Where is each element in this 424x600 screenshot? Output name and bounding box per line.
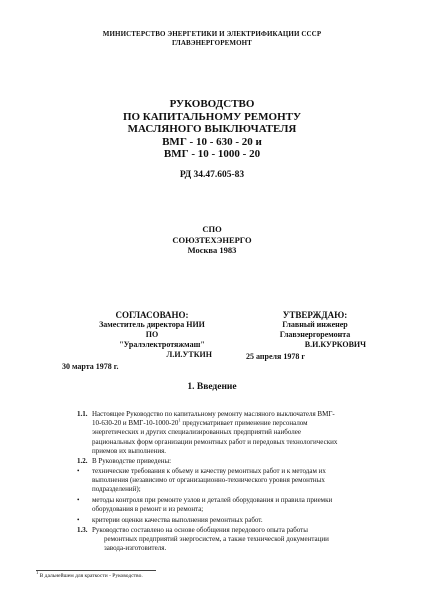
- publisher-abbr: СПО: [202, 224, 222, 234]
- bullet-item-2: [92, 496, 412, 514]
- publisher-block: [0, 224, 424, 256]
- p11-line-2-head: 10-630-20 и ВМГ-10-1000-20: [92, 419, 179, 428]
- approved-date: 25 апреля 1978 г: [246, 352, 305, 361]
- bullet-1-line-1: технические требования к объему и качеству ремонтных работ и к методам их: [92, 467, 326, 475]
- p11-line-2: [92, 419, 412, 428]
- bullet-icon: •: [77, 467, 80, 475]
- agreed-name: Л.И.УТКИН: [166, 350, 212, 359]
- p11-line-5: приемов их выполнения.: [92, 446, 167, 455]
- bullet-icon: •: [77, 496, 80, 504]
- agreed-date: 30 марта 1978 г.: [62, 362, 119, 371]
- p11-number: 1.1.: [77, 410, 88, 418]
- bullet-icon: •: [77, 516, 80, 524]
- bullet-2-line-1: методы контроля при ремонте узлов и деталей оборудования и правила приемки: [92, 496, 333, 504]
- title-line-5: ВМГ - 10 - 1000 - 20: [163, 148, 261, 160]
- p11-text: [92, 410, 412, 456]
- approved-position: Главный инженер: [282, 320, 348, 329]
- p13-text: [92, 526, 412, 554]
- bullet-item-3: [92, 516, 412, 525]
- department-line: ГЛАВЭНЕРГОРЕМОНТ: [172, 39, 252, 47]
- agreed-position: Заместитель директора НИИ ПО: [99, 320, 205, 339]
- approved-name: В.И.КУРКОВИЧ: [304, 340, 366, 349]
- footnote-ref: 1: [178, 417, 181, 423]
- bullet-1-line-3: подразделений);: [92, 485, 141, 494]
- title-line-3: МАСЛЯНОГО ВЫКЛЮЧАТЕЛЯ: [127, 123, 297, 135]
- approved-block: [246, 310, 366, 362]
- bullet-1-line-2: выполнения (независимо от организационно-технического уровня ремонтных: [92, 476, 325, 485]
- ministry-header: [0, 30, 424, 48]
- bullet-item-1: [92, 467, 412, 495]
- p13-line-1: Руководство составлено на основе обобщения передового опыта работы: [92, 526, 308, 534]
- p13-line-3: завода-изготовителя.: [104, 544, 167, 553]
- approved-org: Главэнергоремонта: [279, 330, 351, 339]
- footnote-text: В дальнейшем для краткости - Руководство.: [39, 573, 143, 579]
- footnote-mark: 1: [36, 570, 39, 576]
- section-heading: 1. Введение: [187, 382, 237, 392]
- document-code: РД 34.47.605-83: [179, 170, 245, 180]
- title-line-2: ПО КАПИТАЛЬНОМУ РЕМОНТУ: [122, 110, 302, 123]
- bullet-3-line-1: критерии оценки качества выполнения ремонтных работ.: [92, 516, 263, 524]
- footnote-divider: [36, 570, 156, 571]
- ministry-line: МИНИСТЕРСТВО ЭНЕРГЕТИКИ И ЭЛЕКТРИФИКАЦИИ СССР: [102, 30, 322, 38]
- p12-intro: В Руководстве приведены:: [92, 457, 172, 465]
- approved-heading: УТВЕРЖДАЮ:: [282, 310, 348, 320]
- p12-number: 1.2.: [77, 457, 88, 465]
- document-title: [0, 98, 424, 161]
- publisher-city-year: Москва 1983: [187, 245, 237, 255]
- p11-line-3: энергетических и других специализированных предприятий наиболее: [92, 428, 301, 437]
- footnote: [36, 570, 143, 579]
- p11-line-1: Настоящее Руководство по капитальному ремонту масляного выключателя ВМГ-: [92, 410, 335, 418]
- title-line-1: РУКОВОДСТВО: [169, 98, 255, 110]
- p13-number: 1.3.: [77, 526, 88, 534]
- title-line-4: ВМГ - 10 - 630 - 20 и: [162, 135, 262, 148]
- p11-line-4: рациональных форм организации ремонтных работ и передовых технологических: [92, 437, 338, 446]
- bullet-2-line-2: оборудования в ремонт и из ремонта;: [92, 505, 204, 514]
- p13-line-2: ремонтных предприятий энергосистем, а также технической документации: [104, 535, 329, 544]
- agreed-org: "Уралэлектротяжмаш": [119, 340, 205, 349]
- publisher-name: СОЮЗТЕХЭНЕРГО: [172, 234, 252, 245]
- p11-line-2-tail: предусматривает применение персоналом: [180, 419, 308, 428]
- agreed-heading: СОГЛАСОВАНО:: [115, 310, 189, 320]
- agreed-block: [62, 310, 212, 372]
